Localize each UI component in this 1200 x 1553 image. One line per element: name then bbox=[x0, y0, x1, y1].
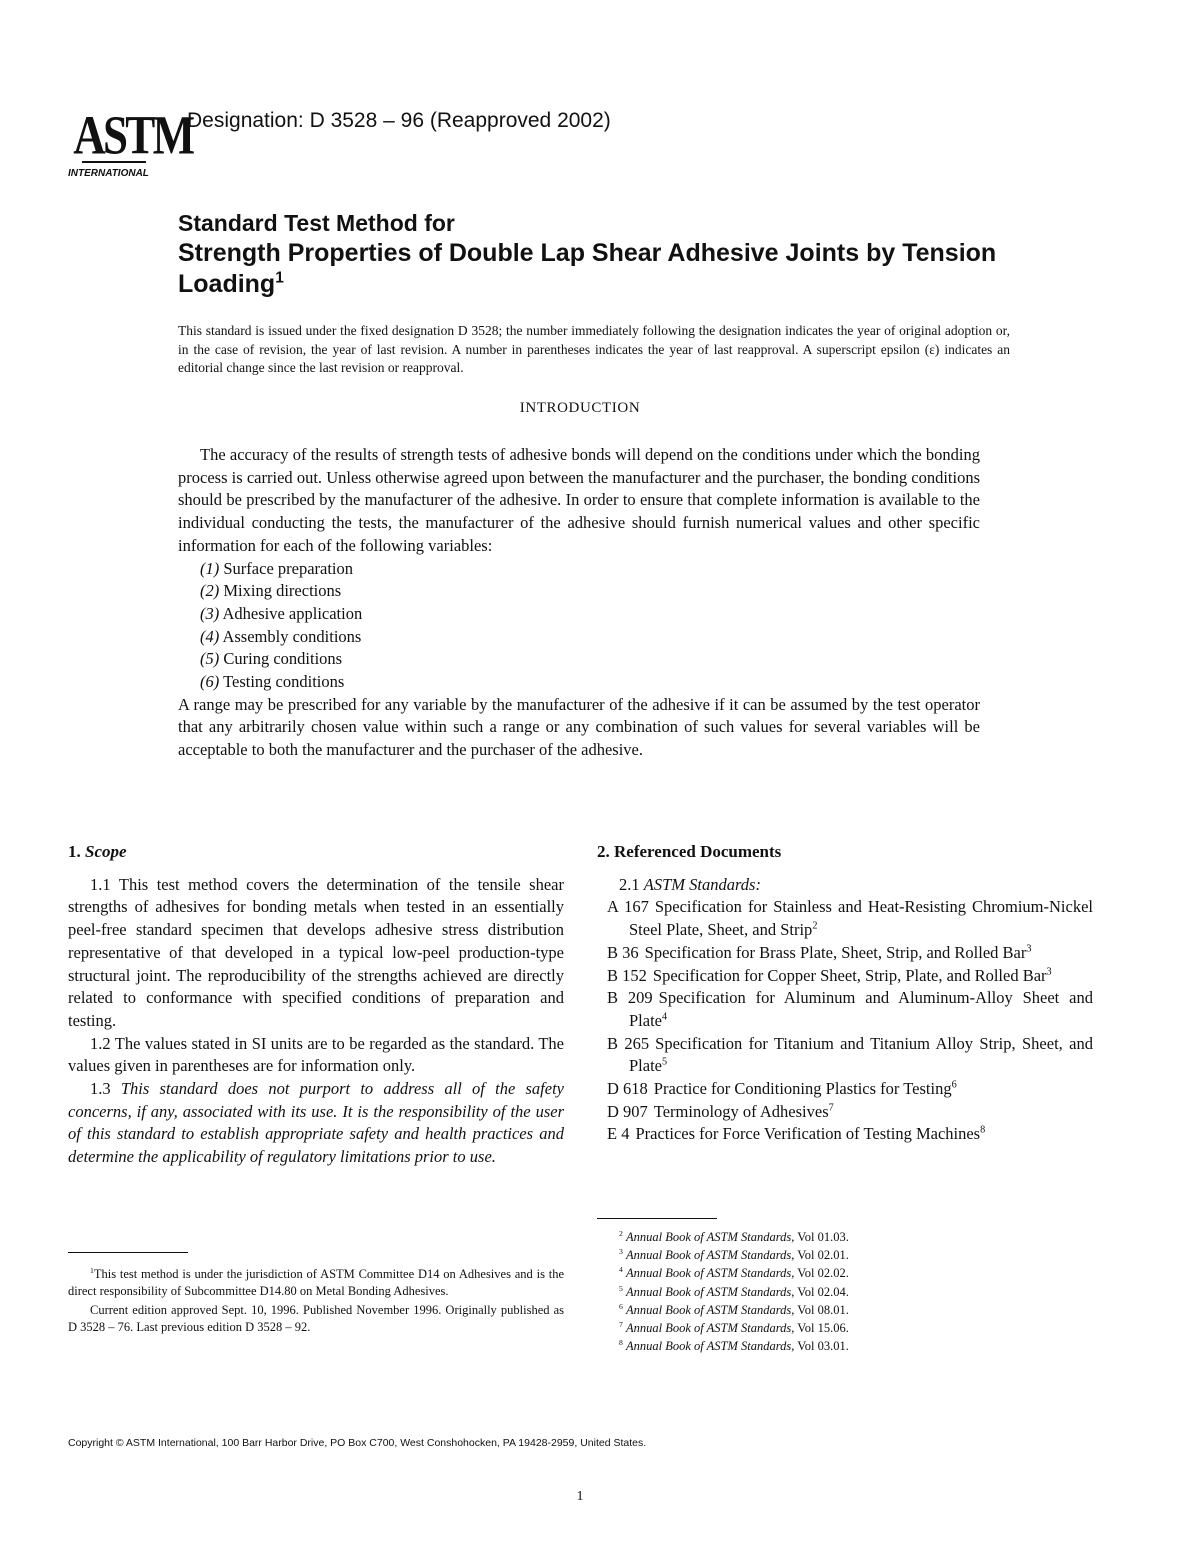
reference-footnote-mark: 3 bbox=[1046, 966, 1052, 978]
reference-code: B 36 bbox=[607, 942, 639, 962]
list-item-text: Mixing directions bbox=[223, 581, 342, 601]
list-item-number: (2) bbox=[200, 581, 220, 601]
reference-item bbox=[597, 1078, 1093, 1101]
introduction-paragraph-1: The accuracy of the results of strength tests of adhesive bonds will depend on the conditions under which the bonding process is carried out. Unless otherwise agreed upon between the manufacturer and the purchaser, the bonding conditions should be prescribed by the manufacturer of the adhesive. In order to ensure that complete information is available to the individual conducting the tests, the manufacturer of the adhesive should furnish numerical values and other specific information for each of the following variables: bbox=[178, 445, 980, 555]
footnote-left bbox=[68, 1266, 564, 1338]
copyright-notice: Copyright © ASTM International, 100 Barr Harbor Drive, PO Box C700, West Conshohocken, PA 19428-2959, United States. bbox=[68, 1437, 647, 1449]
paragraph-text: This test method covers the determination of the tensile shear strengths of adhesives for bonding metals when tested in an essentially peel-free standard specimen that develops adhesive stress distribution representative of that developed in a typical low-peel production-type structural joint. The reproducibility of the strengths achieved are directly related to conformance with specified conditions of preparation and testing. bbox=[68, 874, 564, 1030]
list-item-number: (5) bbox=[200, 649, 220, 669]
section-heading-referenced-documents bbox=[597, 841, 1093, 864]
reference-title: Specification for Stainless and Heat-Resisting Chromium-Nickel Steel Plate, Sheet, and Strip bbox=[629, 897, 1093, 940]
subsection-number: 2.1 bbox=[619, 874, 640, 894]
reference-item bbox=[597, 1101, 1093, 1124]
paragraph-number: 1.2 bbox=[90, 1033, 111, 1053]
paragraph-text: This standard does not purport to address all of the safety concerns, if any, associated with its use. It is the responsibility of the user of this standard to establish appropriate safety and health practices and determine the applicability of regulatory limitations prior to use. bbox=[68, 1079, 564, 1167]
reference-item bbox=[597, 896, 1093, 941]
footnote-mark: 7 bbox=[619, 1319, 623, 1329]
footnote-divider-right bbox=[597, 1218, 717, 1219]
paragraph-text: The values stated in SI units are to be regarded as the standard. The values given in parentheses are for information only. bbox=[68, 1033, 564, 1076]
issue-note: This standard is issued under the fixed designation D 3528; the number immediately following the designation indicates the year of original adoption or, in the case of revision, the year of last revision. A number in parentheses indicates the year of last reapproval. A superscript epsilon (ε) indicates an editorial change since the last revision or reapproval. bbox=[178, 323, 1010, 375]
footnote-item bbox=[619, 1246, 1093, 1264]
footnote-mark: 8 bbox=[619, 1338, 623, 1348]
footnotes-right bbox=[597, 1228, 1093, 1355]
footnote-volume: , Vol 02.01. bbox=[791, 1248, 849, 1263]
reference-code: B 152 bbox=[607, 965, 647, 985]
list-item bbox=[200, 603, 980, 626]
paragraph-1-1 bbox=[68, 874, 564, 1033]
list-item bbox=[200, 580, 980, 603]
list-item-number: (1) bbox=[200, 558, 220, 578]
list-item-text: Adhesive application bbox=[222, 603, 363, 623]
footnote-source: Annual Book of ASTM Standards bbox=[626, 1321, 792, 1336]
footnote-source: Annual Book of ASTM Standards bbox=[626, 1266, 792, 1281]
list-item-text: Surface preparation bbox=[223, 558, 354, 578]
reference-title: Specification for Titanium and Titanium Alloy Strip, Sheet, and Plate bbox=[629, 1033, 1093, 1076]
title-main bbox=[178, 238, 1038, 300]
document-title bbox=[178, 208, 1038, 300]
referenced-documents-section bbox=[597, 841, 1093, 1146]
footnote-mark: 6 bbox=[619, 1301, 623, 1311]
footnote-item bbox=[619, 1264, 1093, 1282]
introduction-paragraph-2: A range may be prescribed for any variable by the manufacturer of the adhesive if it can be assumed by the test operator that any arbitrarily chosen value within such a range or any combination of such values for several variables will be acceptable to both the manufacturer and the purchaser of the adhesive. bbox=[178, 694, 980, 760]
footnote-volume: , Vol 02.04. bbox=[791, 1284, 849, 1299]
designation: Designation: D 3528 – 96 (Reapproved 2002) bbox=[187, 109, 611, 132]
scope-section bbox=[68, 841, 564, 1169]
section-title: Referenced Documents bbox=[614, 842, 782, 861]
footnote-edition: Current edition approved Sept. 10, 1996. Published November 1996. Originally published as D 3528 – 76. Last previous edition D 3528 – 92. bbox=[68, 1303, 564, 1334]
reference-footnote-mark: 2 bbox=[812, 920, 818, 932]
list-item-number: (6) bbox=[200, 672, 220, 692]
footnote-volume: , Vol 08.01. bbox=[791, 1302, 849, 1317]
section-number: 1. bbox=[68, 842, 81, 861]
footnote-volume: , Vol 02.02. bbox=[791, 1266, 849, 1281]
section-title: Scope bbox=[85, 842, 127, 861]
footnote-item bbox=[619, 1319, 1093, 1337]
page-number: 1 bbox=[576, 1489, 584, 1504]
paragraph-1-2 bbox=[68, 1033, 564, 1078]
title-main-text: Strength Properties of Double Lap Shear Adhesive Joints by Tension Loading bbox=[178, 239, 997, 298]
reference-title: Practices for Force Verification of Testing Machines bbox=[635, 1124, 981, 1144]
list-item-text: Testing conditions bbox=[223, 672, 345, 692]
footnote-mark: 4 bbox=[619, 1265, 623, 1275]
paragraph-1-3 bbox=[68, 1078, 564, 1169]
footnote-volume: , Vol 01.03. bbox=[791, 1230, 849, 1244]
footnote-text: This test method is under the jurisdiction of ASTM Committee D14 on Adhesives and is the direct responsibility of Subcommittee D14.80 on Metal Bonding Adhesives. bbox=[68, 1267, 564, 1298]
reference-footnote-mark: 8 bbox=[980, 1124, 986, 1136]
footnote-mark: 5 bbox=[619, 1283, 623, 1293]
reference-item bbox=[597, 987, 1093, 1032]
reference-code: B 265 bbox=[607, 1033, 650, 1053]
list-item-number: (3) bbox=[200, 603, 220, 623]
reference-footnote-mark: 6 bbox=[951, 1079, 957, 1091]
reference-footnote-mark: 4 bbox=[662, 1011, 668, 1023]
subsection-title: ASTM Standards: bbox=[643, 874, 761, 894]
reference-footnote-mark: 7 bbox=[828, 1102, 834, 1114]
reference-item bbox=[597, 942, 1093, 965]
list-item bbox=[200, 648, 980, 671]
footnote-volume: , Vol 03.01. bbox=[791, 1339, 849, 1354]
list-item-text: Assembly conditions bbox=[222, 626, 362, 646]
reference-code: D 618 bbox=[607, 1079, 648, 1099]
section-number: 2. bbox=[597, 842, 610, 861]
astm-logo bbox=[66, 92, 193, 179]
introduction-section bbox=[178, 444, 980, 762]
footnote-volume: , Vol 15.06. bbox=[791, 1321, 849, 1336]
footnote-item bbox=[619, 1301, 1093, 1319]
footnote-source: Annual Book of ASTM Standards bbox=[626, 1284, 792, 1299]
reference-code: E 4 bbox=[607, 1124, 630, 1144]
logo-subtext: INTERNATIONAL bbox=[68, 168, 149, 179]
list-item bbox=[200, 671, 980, 694]
section-heading-scope bbox=[68, 841, 564, 864]
reference-code: B 209 bbox=[607, 988, 653, 1008]
paragraph-number: 1.3 bbox=[90, 1079, 111, 1099]
reference-title: Practice for Conditioning Plastics for Testing bbox=[653, 1079, 952, 1099]
footnote-item bbox=[619, 1283, 1093, 1301]
reference-footnote-mark: 5 bbox=[662, 1056, 668, 1068]
title-footnote-mark: 1 bbox=[275, 269, 284, 287]
footnote-source: Annual Book of ASTM Standards bbox=[626, 1230, 792, 1244]
logo-letters: ASTM bbox=[73, 104, 193, 166]
reference-code: D 907 bbox=[607, 1101, 648, 1121]
footnote-item bbox=[619, 1337, 1093, 1355]
reference-title: Specification for Aluminum and Aluminum-Alloy Sheet and Plate bbox=[629, 988, 1093, 1030]
reference-item bbox=[597, 1033, 1093, 1078]
list-item bbox=[200, 558, 980, 581]
footnote-mark: 2 bbox=[619, 1228, 623, 1238]
footnote-mark: 1 bbox=[90, 1265, 94, 1275]
footnote-source: Annual Book of ASTM Standards bbox=[626, 1339, 792, 1354]
list-item-text: Curing conditions bbox=[223, 649, 343, 669]
subsection-2-1 bbox=[619, 874, 1093, 897]
reference-title: Specification for Brass Plate, Sheet, Strip, and Rolled Bar bbox=[644, 942, 1027, 962]
footnote-mark: 3 bbox=[619, 1247, 623, 1257]
footnote-divider-left bbox=[68, 1252, 188, 1253]
astm-logo-graphic bbox=[66, 92, 193, 179]
footnote-source: Annual Book of ASTM Standards bbox=[626, 1302, 792, 1317]
title-line-1: Standard Test Method for bbox=[178, 210, 455, 236]
paragraph-number: 1.1 bbox=[90, 874, 111, 894]
footnote-item bbox=[619, 1228, 1093, 1246]
variables-list bbox=[178, 558, 980, 694]
footnote-1 bbox=[68, 1266, 564, 1300]
reference-item bbox=[597, 1123, 1093, 1146]
reference-title: Specification for Copper Sheet, Strip, Plate, and Rolled Bar bbox=[652, 965, 1047, 985]
list-item-number: (4) bbox=[200, 626, 220, 646]
reference-title: Terminology of Adhesives bbox=[653, 1101, 829, 1121]
footnote-source: Annual Book of ASTM Standards bbox=[626, 1248, 792, 1263]
list-item bbox=[200, 626, 980, 649]
reference-footnote-mark: 3 bbox=[1026, 943, 1032, 955]
introduction-heading: INTRODUCTION bbox=[519, 400, 641, 416]
reference-item bbox=[597, 965, 1093, 988]
reference-code: A 167 bbox=[607, 897, 649, 917]
